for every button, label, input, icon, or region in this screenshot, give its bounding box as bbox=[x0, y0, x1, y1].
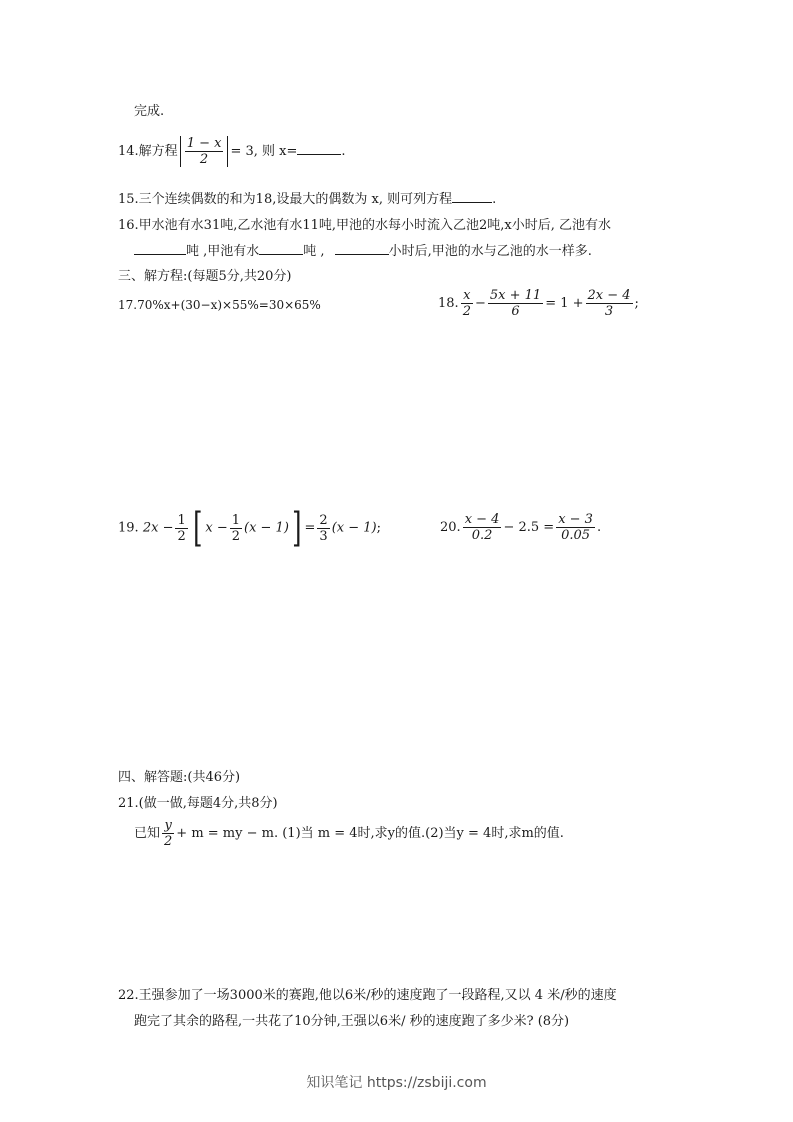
q21-fraction bbox=[162, 818, 174, 849]
q21-post: + m = my − m. (1)当 m = 4时,求y的值.(2)当y = 4时,求m的值. bbox=[176, 826, 564, 841]
q18-f2-denominator: 6 bbox=[511, 304, 520, 319]
q19-term-a: 2x − bbox=[142, 520, 174, 536]
q19-f1-numerator: 1 bbox=[177, 512, 186, 528]
question-16-line2 bbox=[134, 240, 592, 259]
q14-denominator: 2 bbox=[199, 152, 209, 167]
q14-absolute-value bbox=[180, 136, 229, 167]
q20-f2-denominator: 0.05 bbox=[561, 528, 591, 543]
q19-tail: ; bbox=[376, 520, 381, 536]
q21-numerator: y bbox=[162, 818, 174, 834]
q20-label: 20. bbox=[440, 520, 461, 535]
section-3-heading: 三、解方程:(每题5分,共20分) bbox=[118, 269, 292, 284]
q19-equals: = bbox=[304, 520, 316, 536]
question-22-line1: 22.王强参加了一场3000米的赛跑,他以6米/秒的速度跑了一段路程,又以 4 米/秒的速度 bbox=[118, 988, 617, 1003]
q18-f3-denominator: 3 bbox=[604, 304, 614, 319]
q18-f1-numerator: x bbox=[461, 288, 473, 304]
q13-tail: 完成. bbox=[134, 104, 165, 119]
q14-tail: . bbox=[341, 144, 346, 159]
q19-f3-numerator: 2 bbox=[319, 512, 328, 528]
q19-fraction-1 bbox=[175, 513, 187, 544]
q15-text: 15.三个连续偶数的和为18,设最大的偶数为 x, 则可列方程 bbox=[118, 192, 453, 207]
q19-f3-denominator: 3 bbox=[319, 528, 328, 544]
q19-term-d: (x − 1) bbox=[331, 520, 377, 536]
q20-f2-numerator: x − 3 bbox=[558, 512, 593, 527]
q14-numerator: 1 − x bbox=[186, 136, 222, 151]
q18-equals: = 1 + bbox=[545, 296, 584, 311]
q18-f2-numerator: 5x + 11 bbox=[489, 288, 542, 303]
q15-tail: . bbox=[492, 192, 497, 207]
q20-f1-numerator: x − 4 bbox=[464, 512, 500, 527]
question-19 bbox=[118, 505, 381, 551]
q14-answer-blank[interactable] bbox=[297, 142, 341, 155]
question-21-body bbox=[134, 818, 564, 849]
question-22-line2: 跑完了其余的路程,一共花了10分钟,王强以6米/ 秒的速度跑了多少米? (8分) bbox=[134, 1014, 570, 1029]
question-17: 17.70%x+(30−x)×55%=30×65% bbox=[118, 298, 321, 312]
q16-text-3: 小时后,甲池的水与乙池的水一样多. bbox=[388, 244, 592, 259]
q18-fraction-1 bbox=[461, 288, 473, 319]
q16-blank-2[interactable] bbox=[259, 242, 303, 255]
q19-fraction-3 bbox=[317, 513, 329, 544]
q16-text-2: 吨 , bbox=[303, 244, 325, 259]
q18-label: 18. bbox=[438, 296, 459, 311]
q18-minus: − bbox=[474, 296, 486, 311]
q20-f1-denominator: 0.2 bbox=[471, 528, 493, 543]
q19-right-bracket: ] bbox=[292, 505, 302, 551]
q19-fraction-2 bbox=[230, 513, 242, 544]
q20-fraction-2 bbox=[556, 512, 595, 543]
q14-equals: = 3 bbox=[230, 144, 254, 159]
q14-fraction bbox=[185, 136, 224, 167]
q18-tail: ; bbox=[634, 296, 639, 311]
q14-mid: , 则 x= bbox=[253, 144, 298, 159]
q18-fraction-3 bbox=[586, 288, 633, 319]
q14-prefix: 14.解方程 bbox=[118, 144, 178, 159]
question-14 bbox=[118, 136, 346, 167]
q20-mid: − 2.5 = bbox=[503, 520, 555, 535]
q16-text-1: 吨 ,甲池有水 bbox=[186, 244, 260, 259]
q19-f1-denominator: 2 bbox=[177, 528, 186, 544]
footer-watermark: 知识笔记 https://zsbiji.com bbox=[306, 1075, 487, 1091]
question-15 bbox=[118, 188, 496, 207]
q18-f3-numerator: 2x − 4 bbox=[587, 288, 631, 303]
question-16-line1: 16.甲水池有水31吨,乙水池有水11吨,甲池的水每小时流入乙池2吨,x小时后, 乙池有水 bbox=[118, 218, 612, 233]
section-4-heading: 四、解答题:(共46分) bbox=[118, 770, 241, 785]
q16-blank-3[interactable] bbox=[335, 242, 389, 255]
q18-fraction-2 bbox=[488, 288, 543, 319]
q19-f2-numerator: 1 bbox=[231, 512, 240, 528]
q20-fraction-1 bbox=[463, 512, 502, 543]
q19-term-b: x − bbox=[205, 520, 228, 536]
q19-f2-denominator: 2 bbox=[231, 528, 240, 544]
q18-f1-denominator: 2 bbox=[462, 304, 471, 319]
question-20 bbox=[440, 512, 601, 543]
q19-term-c: (x − 1) bbox=[244, 520, 289, 536]
q21-denominator: 2 bbox=[164, 834, 173, 849]
q19-label: 19. bbox=[118, 520, 139, 536]
q16-blank-1[interactable] bbox=[134, 242, 186, 255]
q21-pre: 已知 bbox=[134, 826, 161, 841]
q19-left-bracket: [ bbox=[192, 505, 203, 551]
question-18 bbox=[438, 288, 639, 319]
q20-tail: . bbox=[596, 520, 602, 535]
q15-answer-blank[interactable] bbox=[452, 190, 492, 203]
question-21-heading: 21.(做一做,每题4分,共8分) bbox=[118, 796, 278, 811]
